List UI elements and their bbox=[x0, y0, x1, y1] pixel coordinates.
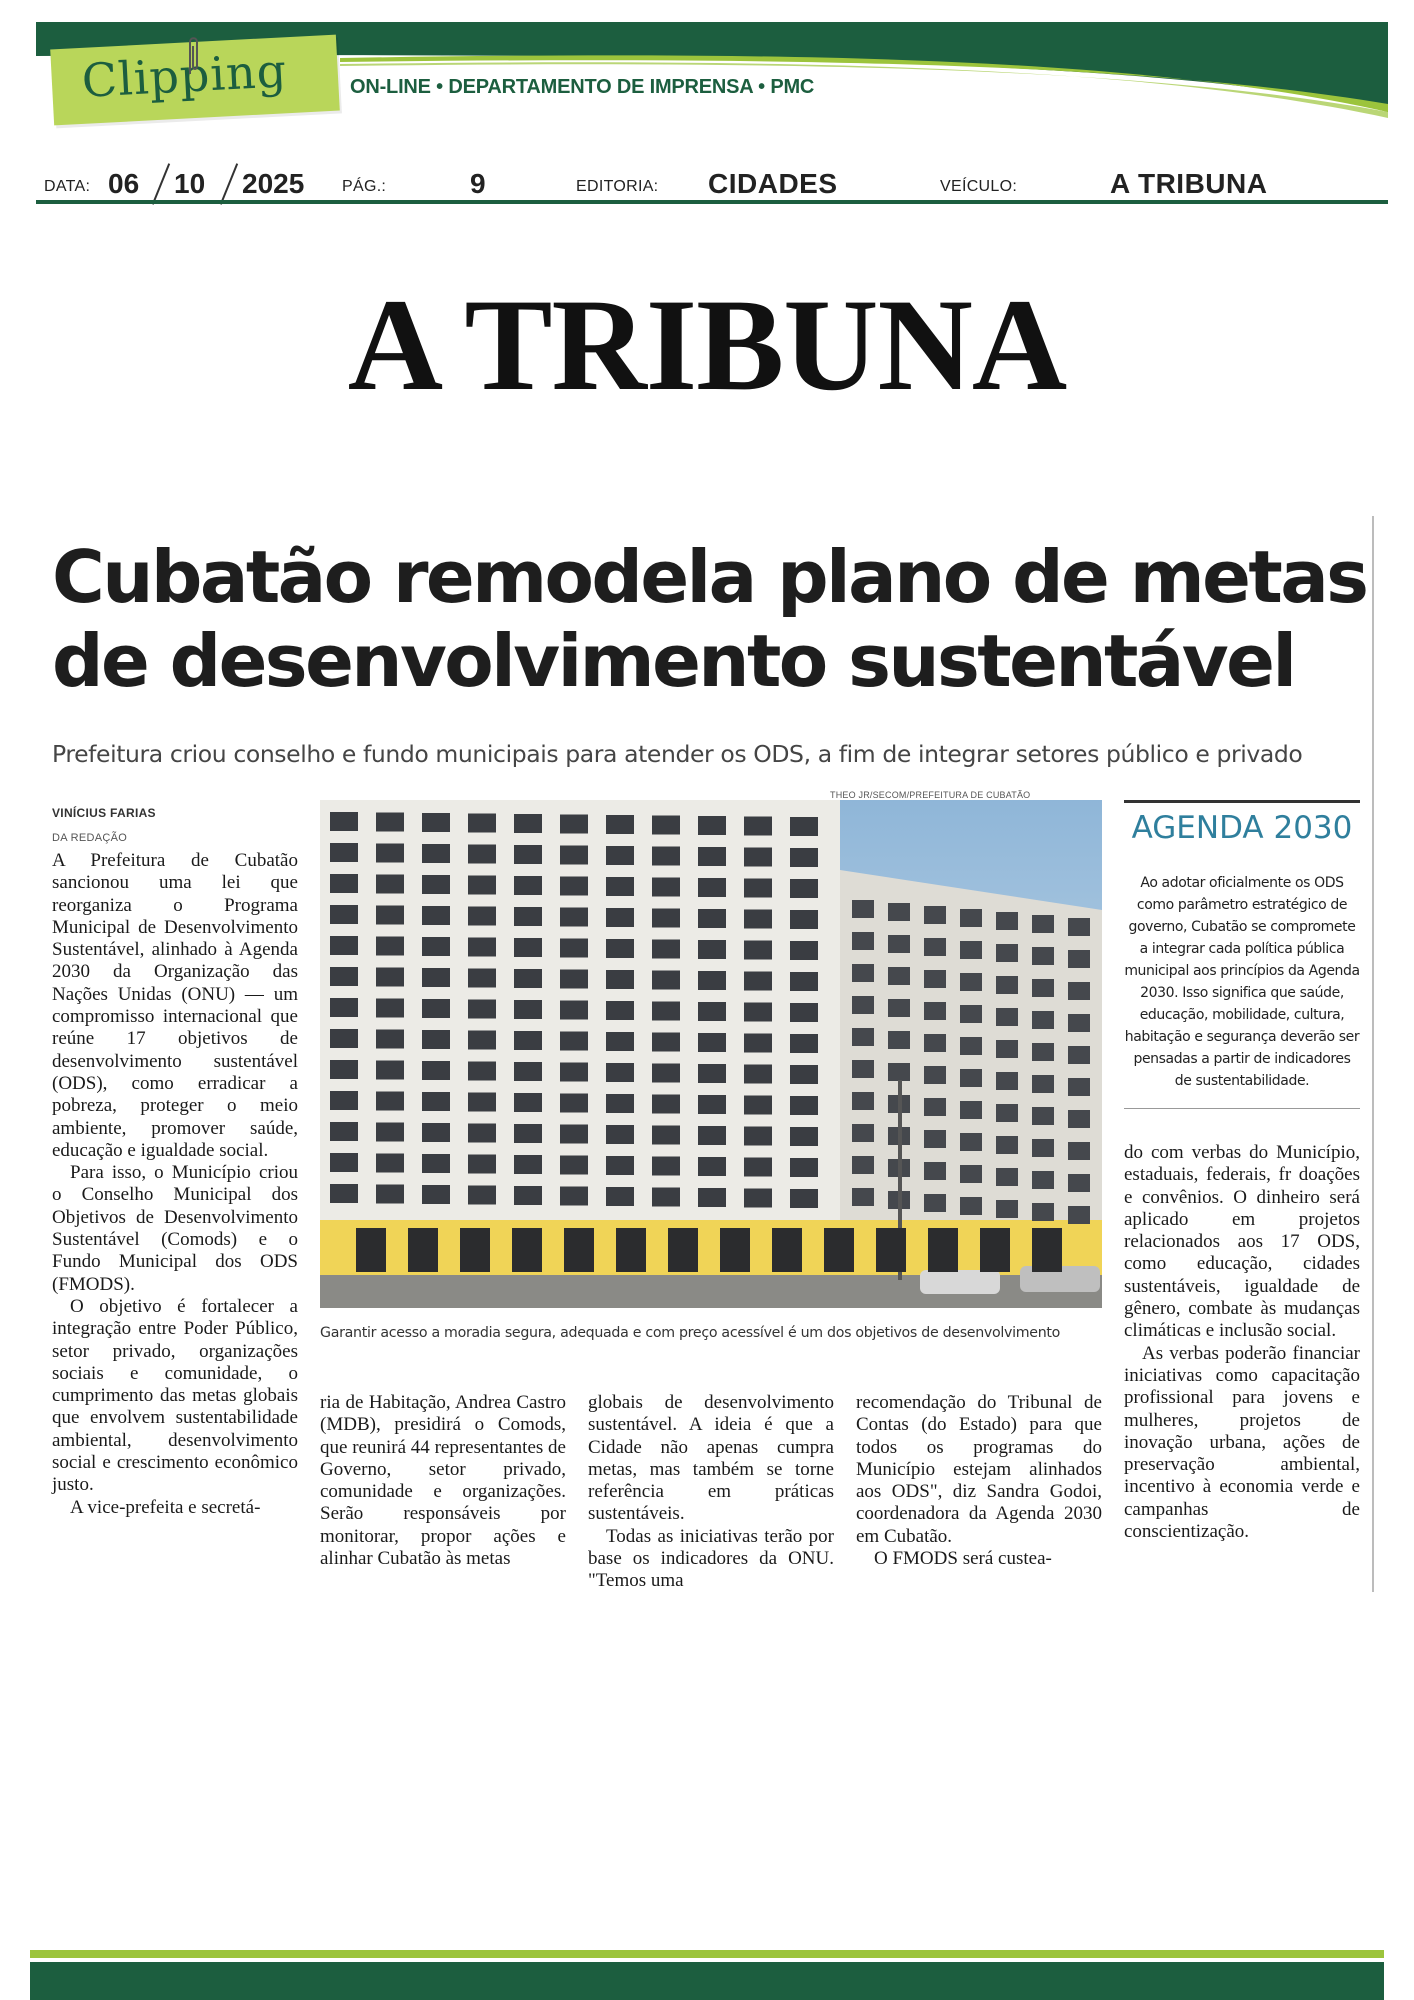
building-door bbox=[460, 1228, 490, 1272]
article-column-2 bbox=[320, 1392, 566, 1570]
building-window bbox=[852, 1156, 874, 1174]
building-window bbox=[790, 848, 818, 867]
building-window bbox=[652, 971, 680, 990]
date-year: 2025 bbox=[242, 168, 305, 199]
building-window bbox=[1068, 1206, 1090, 1224]
building-window bbox=[422, 875, 450, 894]
building-window bbox=[1032, 1075, 1054, 1093]
building-door bbox=[564, 1228, 594, 1272]
building-window bbox=[422, 906, 450, 925]
building-door bbox=[824, 1228, 854, 1272]
building-window bbox=[330, 1060, 358, 1079]
building-window bbox=[560, 1187, 588, 1206]
building-window bbox=[1068, 1014, 1090, 1032]
building-window bbox=[422, 1154, 450, 1173]
building-window bbox=[852, 1060, 874, 1078]
article-headline: Cubatão remodela plano de metas de desenvolvimento sustentável bbox=[52, 535, 1367, 703]
article-paragraph: A vice-prefeita e secretá- bbox=[70, 1496, 261, 1518]
building-window bbox=[468, 907, 496, 926]
article-paragraph: A Prefeitura de Cubatão sancionou uma lei que reorganiza o Programa Municipal de Desenvolvimento Sustentável, alinhado à Agenda 2030 da Organização das Nações Unidas (ONU) — um compromisso internacional que reúne 17 objetivos de desenvolvimento sustentável (ODS), como erradicar a pobreza, proteger o meio ambiente, promover saúde, educação e igualdade social. bbox=[52, 850, 298, 1161]
article-column-5 bbox=[1124, 1142, 1360, 1543]
building-window bbox=[376, 968, 404, 987]
building-window bbox=[560, 908, 588, 927]
building-window bbox=[468, 1186, 496, 1205]
building-window bbox=[422, 1123, 450, 1142]
building-window bbox=[514, 1093, 542, 1112]
building-window bbox=[330, 1091, 358, 1110]
building-window bbox=[698, 1033, 726, 1052]
building-window bbox=[606, 1032, 634, 1051]
building-window bbox=[606, 908, 634, 927]
building-window bbox=[1032, 1139, 1054, 1157]
page-edge-shadow bbox=[1372, 516, 1374, 1592]
building-window bbox=[514, 1124, 542, 1143]
building-window bbox=[652, 1095, 680, 1114]
building-window bbox=[744, 879, 772, 898]
building-window bbox=[744, 817, 772, 836]
building-window bbox=[376, 906, 404, 925]
building-window bbox=[790, 941, 818, 960]
article-paragraph: As verbas poderão financiar iniciativas como capacitação profissional para jovens e mulheres, projetos de inovação urbana, ações de preservação ambiental, incentivo à economia verde e campanhas de conscientização. bbox=[1124, 1342, 1360, 1543]
building-window bbox=[468, 876, 496, 895]
building-window bbox=[960, 1005, 982, 1023]
building-window bbox=[652, 909, 680, 928]
building-window bbox=[790, 879, 818, 898]
building-window bbox=[924, 938, 946, 956]
article-paragraph: ria de Habitação, Andrea Castro (MDB), presidirá o Comods, que reunirá 44 representantes de Governo, setor privado, comunidade e organizações. Serão responsáveis por monitorar, propor ações e alinhar Cubatão às metas bbox=[320, 1392, 566, 1570]
building-window bbox=[606, 846, 634, 865]
article-desk: DA REDAÇÃO bbox=[52, 832, 128, 844]
building-door bbox=[928, 1228, 958, 1272]
building-window bbox=[376, 1030, 404, 1049]
date-day: 06 bbox=[108, 168, 140, 199]
building-window bbox=[1068, 918, 1090, 936]
building-window bbox=[960, 909, 982, 927]
building-window bbox=[422, 844, 450, 863]
building-window bbox=[422, 1185, 450, 1204]
building-window bbox=[996, 912, 1018, 930]
meta-divider bbox=[36, 200, 1388, 204]
building-window bbox=[1032, 1011, 1054, 1029]
building-window bbox=[606, 1094, 634, 1113]
building-window bbox=[790, 1003, 818, 1022]
building-window bbox=[790, 817, 818, 836]
building-window bbox=[888, 935, 910, 953]
building-window bbox=[468, 814, 496, 833]
building-window bbox=[560, 1032, 588, 1051]
article-photo-building bbox=[320, 800, 1102, 1308]
editoria-label: EDITORIA: bbox=[576, 178, 659, 195]
building-window bbox=[606, 1001, 634, 1020]
building-window bbox=[376, 1185, 404, 1204]
article-paragraph: globais de desenvolvimento sustentável. A ideia é que a Cidade não apenas cumpra metas, mas também se torne referência em práticas sustentáveis. bbox=[588, 1392, 834, 1525]
page-label: PÁG.: bbox=[342, 178, 387, 195]
building-window bbox=[514, 1186, 542, 1205]
building-window bbox=[924, 1130, 946, 1148]
building-window bbox=[652, 1033, 680, 1052]
building-window bbox=[1032, 947, 1054, 965]
building-window bbox=[422, 1092, 450, 1111]
building-window bbox=[790, 1158, 818, 1177]
building-window bbox=[376, 1092, 404, 1111]
building-door bbox=[980, 1228, 1010, 1272]
newspaper-masthead: A TRIBUNA bbox=[347, 271, 1067, 418]
building-window bbox=[330, 874, 358, 893]
building-window bbox=[422, 937, 450, 956]
building-window bbox=[960, 1133, 982, 1151]
building-window bbox=[698, 1064, 726, 1083]
building-window bbox=[514, 1000, 542, 1019]
building-window bbox=[330, 967, 358, 986]
building-window bbox=[468, 1031, 496, 1050]
building-window bbox=[606, 1156, 634, 1175]
article-column-1 bbox=[52, 850, 298, 1519]
building-window bbox=[1068, 1046, 1090, 1064]
article-paragraph: O FMODS será custea- bbox=[874, 1548, 1052, 1570]
building-window bbox=[744, 1127, 772, 1146]
building-window bbox=[514, 1062, 542, 1081]
building-door bbox=[616, 1228, 646, 1272]
building-door bbox=[356, 1228, 386, 1272]
building-window bbox=[514, 845, 542, 864]
building-window bbox=[924, 1194, 946, 1212]
building-window bbox=[468, 1000, 496, 1019]
building-window bbox=[330, 812, 358, 831]
building-window bbox=[652, 1126, 680, 1145]
building-window bbox=[422, 999, 450, 1018]
building-window bbox=[996, 976, 1018, 994]
building-window bbox=[560, 846, 588, 865]
building-window bbox=[996, 1072, 1018, 1090]
building-window bbox=[960, 1165, 982, 1183]
building-window bbox=[924, 1034, 946, 1052]
building-window bbox=[330, 998, 358, 1017]
building-window bbox=[560, 1125, 588, 1144]
building-window bbox=[852, 1028, 874, 1046]
building-window bbox=[1032, 915, 1054, 933]
building-window bbox=[468, 1155, 496, 1174]
building-window bbox=[560, 1094, 588, 1113]
building-window bbox=[960, 1037, 982, 1055]
building-window bbox=[996, 1168, 1018, 1186]
building-window bbox=[468, 1062, 496, 1081]
article-paragraph: O objetivo é fortalecer a integração entre Poder Público, setor privado, organizações sociais e comunidade, o cumprimento das metas globais que envolvem sustentabilidade ambiental, desenvolvimento social e crescimento econômico justo. bbox=[52, 1295, 298, 1496]
building-window bbox=[330, 1122, 358, 1141]
building-window bbox=[852, 1092, 874, 1110]
building-window bbox=[698, 878, 726, 897]
building-window bbox=[514, 907, 542, 926]
building-window bbox=[744, 1189, 772, 1208]
building-window bbox=[514, 1031, 542, 1050]
building-window bbox=[924, 1066, 946, 1084]
building-window bbox=[996, 1008, 1018, 1026]
building-window bbox=[376, 844, 404, 863]
building-window bbox=[376, 1154, 404, 1173]
building-window bbox=[652, 1064, 680, 1083]
building-window bbox=[606, 939, 634, 958]
building-window bbox=[790, 1034, 818, 1053]
building-window bbox=[1068, 1174, 1090, 1192]
building-window bbox=[330, 1184, 358, 1203]
article-subhead: Prefeitura criou conselho e fundo municipais para atender os ODS, a fim de integrar setores público e privado bbox=[52, 740, 1303, 768]
building-window bbox=[924, 1098, 946, 1116]
building-window bbox=[1032, 1171, 1054, 1189]
building-window bbox=[652, 878, 680, 897]
veiculo-label: VEÍCULO: bbox=[940, 178, 1018, 195]
building-window bbox=[744, 941, 772, 960]
building-window bbox=[560, 877, 588, 896]
building-window bbox=[1032, 1203, 1054, 1221]
building-window bbox=[790, 1065, 818, 1084]
building-window bbox=[1068, 1110, 1090, 1128]
building-window bbox=[606, 970, 634, 989]
article-byline: VINÍCIUS FARIAS bbox=[52, 806, 156, 820]
article-paragraph: recomendação do Tribunal de Contas (do Estado) para que todos os programas do Município estejam alinhados aos ODS", diz Sandra Godoi, coordenadora da Agenda 2030 em Cubatão. bbox=[856, 1392, 1102, 1547]
building-window bbox=[606, 1063, 634, 1082]
building-window bbox=[652, 847, 680, 866]
building-window bbox=[560, 1001, 588, 1020]
building-window bbox=[1032, 1107, 1054, 1125]
building-window bbox=[790, 1127, 818, 1146]
building-window bbox=[560, 815, 588, 834]
building-window bbox=[514, 938, 542, 957]
building-window bbox=[514, 969, 542, 988]
building-window bbox=[960, 1197, 982, 1215]
building-window bbox=[698, 1095, 726, 1114]
building-window bbox=[422, 1061, 450, 1080]
building-window bbox=[960, 1101, 982, 1119]
building-window bbox=[468, 845, 496, 864]
building-window bbox=[960, 941, 982, 959]
building-window bbox=[560, 939, 588, 958]
building-window bbox=[376, 1123, 404, 1142]
building-window bbox=[560, 970, 588, 989]
building-window bbox=[422, 1030, 450, 1049]
page-number: 9 bbox=[470, 168, 486, 199]
building-window bbox=[560, 1156, 588, 1175]
building-window bbox=[468, 969, 496, 988]
building-window bbox=[606, 1187, 634, 1206]
article-paragraph: do com verbas do Município, estaduais, federais, fr doações e convênios. O dinheiro será aplicado em projetos relacionados aos 17 ODS, como educação, cidades sustentáveis, igualdade de gênero, combate às mudanças climáticas e inclusão social. bbox=[1124, 1142, 1360, 1342]
building-window bbox=[744, 1065, 772, 1084]
building-window bbox=[1032, 1043, 1054, 1061]
building-window bbox=[924, 906, 946, 924]
building-window bbox=[698, 1126, 726, 1145]
building-window bbox=[744, 1034, 772, 1053]
building-window bbox=[330, 1153, 358, 1172]
building-window bbox=[996, 1104, 1018, 1122]
article-paragraph: Para isso, o Município criou o Conselho Municipal dos Objetivos de Desenvolvimento Sustentável (Comods) e o Fundo Municipal dos ODS (FMODS). bbox=[52, 1162, 298, 1295]
building-window bbox=[888, 1031, 910, 1049]
building-window bbox=[330, 843, 358, 862]
sidebar-bottom-rule bbox=[1124, 1108, 1360, 1109]
sidebar-text: Ao adotar oficialmente os ODS como parâmetro estratégico de governo, Cubatão se compromete a integrar cada política pública municipal aos princípios da Agenda 2030. Isso significa que saúde, educação, mobilidade, cultura, habitação e segurança deverão ser pensadas a partir de indicadores de sustentabilidade. bbox=[1124, 875, 1360, 1089]
sidebar-top-rule bbox=[1124, 800, 1360, 803]
building-window bbox=[698, 1002, 726, 1021]
building-window bbox=[652, 816, 680, 835]
date-separator bbox=[152, 163, 170, 205]
footer-band-light bbox=[30, 1950, 1384, 1958]
veiculo-value: A TRIBUNA bbox=[1110, 168, 1268, 199]
building-window bbox=[330, 1029, 358, 1048]
building-window bbox=[852, 932, 874, 950]
building-door bbox=[1032, 1228, 1062, 1272]
building-window bbox=[744, 972, 772, 991]
building-window bbox=[852, 996, 874, 1014]
building-window bbox=[376, 937, 404, 956]
building-window bbox=[852, 1124, 874, 1142]
building-window bbox=[924, 1002, 946, 1020]
building-window bbox=[698, 847, 726, 866]
building-window bbox=[996, 1200, 1018, 1218]
date-label: DATA: bbox=[44, 178, 91, 195]
sidebar-title: AGENDA 2030 bbox=[1131, 810, 1353, 846]
building-window bbox=[376, 1061, 404, 1080]
building-window bbox=[790, 1189, 818, 1208]
building-door bbox=[408, 1228, 438, 1272]
building-window bbox=[698, 971, 726, 990]
building-window bbox=[376, 813, 404, 832]
building-window bbox=[652, 1157, 680, 1176]
building-window bbox=[330, 905, 358, 924]
building-window bbox=[790, 1096, 818, 1115]
building-window bbox=[422, 968, 450, 987]
article-column-3 bbox=[588, 1392, 834, 1593]
building-window bbox=[698, 1157, 726, 1176]
building-window bbox=[652, 940, 680, 959]
building-window bbox=[652, 1002, 680, 1021]
date-separator bbox=[220, 163, 238, 205]
building-window bbox=[330, 936, 358, 955]
building-window bbox=[744, 1096, 772, 1115]
article-column-4 bbox=[856, 1392, 1102, 1570]
building-window bbox=[744, 910, 772, 929]
building-window bbox=[468, 1093, 496, 1112]
building-window bbox=[888, 903, 910, 921]
building-window bbox=[698, 909, 726, 928]
building-window bbox=[514, 876, 542, 895]
editoria-value: CIDADES bbox=[708, 168, 838, 199]
footer-band-dark bbox=[30, 1962, 1384, 2000]
building-window bbox=[1068, 1142, 1090, 1160]
building-window bbox=[698, 1188, 726, 1207]
building-window bbox=[852, 964, 874, 982]
building-window bbox=[376, 999, 404, 1018]
building-window bbox=[698, 816, 726, 835]
building-door bbox=[772, 1228, 802, 1272]
paperclip-icon bbox=[184, 34, 202, 76]
building-window bbox=[996, 944, 1018, 962]
building-window bbox=[996, 1040, 1018, 1058]
date-month: 10 bbox=[174, 168, 206, 199]
building-window bbox=[376, 875, 404, 894]
building-window bbox=[514, 814, 542, 833]
building-window bbox=[698, 940, 726, 959]
building-window bbox=[888, 999, 910, 1017]
building-window bbox=[1068, 1078, 1090, 1096]
building-door bbox=[668, 1228, 698, 1272]
building-window bbox=[852, 1188, 874, 1206]
building-window bbox=[652, 1188, 680, 1207]
building-door bbox=[512, 1228, 542, 1272]
building-window bbox=[1068, 982, 1090, 1000]
building-window bbox=[606, 877, 634, 896]
building-window bbox=[790, 910, 818, 929]
building-door bbox=[720, 1228, 750, 1272]
building-window bbox=[996, 1136, 1018, 1154]
clipping-logo-text: Clipping bbox=[80, 43, 289, 108]
building-window bbox=[744, 1003, 772, 1022]
building-window bbox=[960, 973, 982, 991]
building-window bbox=[888, 967, 910, 985]
building-window bbox=[960, 1069, 982, 1087]
building-window bbox=[468, 1124, 496, 1143]
building-window bbox=[744, 1158, 772, 1177]
building-window bbox=[606, 815, 634, 834]
building-window bbox=[924, 970, 946, 988]
building-window bbox=[1032, 979, 1054, 997]
building-window bbox=[1068, 950, 1090, 968]
building-window bbox=[422, 813, 450, 832]
building-window bbox=[468, 938, 496, 957]
building-window bbox=[924, 1162, 946, 1180]
building-window bbox=[790, 972, 818, 991]
building-window bbox=[744, 848, 772, 867]
photo-caption: Garantir acesso a moradia segura, adequada e com preço acessível é um dos objetivos de desenvolvimento bbox=[320, 1325, 1061, 1341]
building-window bbox=[888, 1063, 910, 1081]
photo-credit: THEO JR/SECOM/PREFEITURA DE CUBATÃO bbox=[830, 790, 1031, 800]
building-door bbox=[876, 1228, 906, 1272]
building-window bbox=[514, 1155, 542, 1174]
building-window bbox=[560, 1063, 588, 1082]
building-window bbox=[606, 1125, 634, 1144]
clipping-subtitle: ON-LINE • DEPARTAMENTO DE IMPRENSA • PMC bbox=[350, 76, 815, 98]
article-paragraph: Todas as iniciativas terão por base os indicadores da ONU. "Temos uma bbox=[588, 1525, 834, 1592]
building-window bbox=[852, 900, 874, 918]
